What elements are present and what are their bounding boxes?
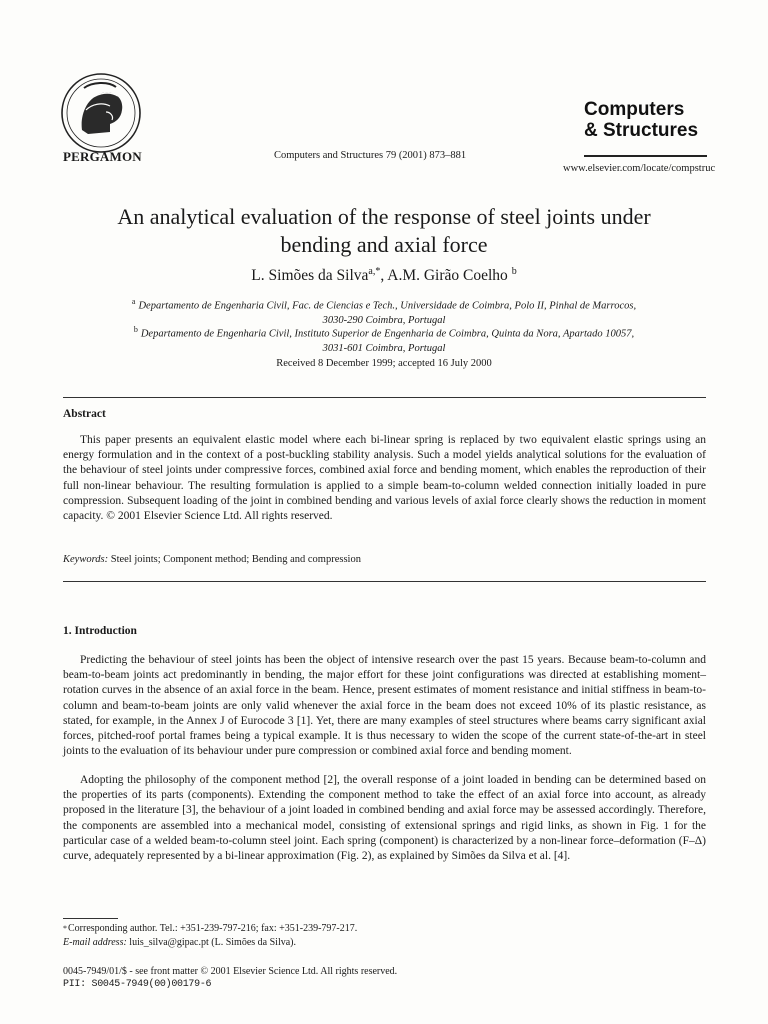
divider [63, 581, 706, 582]
affiliation-mark: b [133, 325, 138, 334]
footnote-corresponding [63, 922, 357, 935]
section-heading: 1. Introduction [63, 625, 137, 637]
affiliation-text: 3031-601 Coimbra, Portugal [322, 342, 446, 354]
author-affiliation-mark: b [511, 266, 517, 277]
journal-reference: Computers and Structures 79 (2001) 873–881 [274, 150, 467, 161]
journal-url: www.elsevier.com/locate/compstruc [563, 163, 716, 174]
journal-logo-rule [584, 155, 707, 157]
keywords-line [63, 554, 361, 565]
affiliation-text: Departamento de Engenharia Civil, Fac. de Ciencias e Tech., Universidade de Coimbra, Polo II, Pinhal de Marrocos, [138, 300, 637, 312]
body-paragraph: Adopting the philosophy of the component method [2], the overall response of a joint loaded in bending can be determined based on the properties of its parts (components). Extending the component method to take the effect of an axial force into account, as already proposed in the literature [3], the behaviour of a joint loaded in combined bending and axial force may be assessed accordingly. Therefore, the components are assembled into a mechanical model, consisting of extensional springs and rigid links, as shown in Fig. 1 for the particular case of a welded beam-to-column steel joint. Each spring (component) is characterized by a non-linear force–deformation (F–Δ) curve, adequately represented by a bi-linear approximation (Fig. 2), as explained by Simões da Silva et al. [4]. [63, 774, 706, 863]
body-paragraph: Predicting the behaviour of steel joints has been the object of intensive research over the past 15 years. Because beam-to-column and beam-to-beam joints act predominantly in bending, the major effort for these joint configurations was directed at establishing moment–rotation curves in the absence of an axial force in the beam. Hence, present estimates of moment resistance and initial stiffness in beam-to-column and beam-to-beam joints are only valid whenever the axial force in the beam does not exceed 10% of its plastic resistance, as stated, for example, in the Annex J of Eurocode 3 [1]. Yet, there are many examples of steel structures where beams carry significant axial forces, pitched-roof portal frames being a typical example. It is thus necessary to widen the scope of the current state-of-the-art in steel joints to the evaluation of its behaviour under pure compression or combined axial force and bending moment. [63, 654, 706, 758]
author-separator: , [380, 267, 388, 285]
title-line2: bending and axial force [280, 232, 488, 257]
journal-logo-line1: Computers [584, 99, 685, 120]
title-line1: An analytical evaluation of the response of steel joints under [117, 204, 651, 229]
divider [63, 397, 706, 398]
keywords-text: Steel joints; Component method; Bending and compression [110, 554, 361, 565]
received-dates: Received 8 December 1999; accepted 16 July 2000 [276, 358, 492, 369]
author-affiliation-mark: a,* [368, 266, 381, 277]
affiliation-text: Departamento de Engenharia Civil, Instituto Superior de Engenharia de Coimbra, Quinta da Nora, Apartado 10057, [140, 328, 635, 340]
affiliation-b [80, 323, 688, 356]
keywords-label: Keywords: [63, 554, 109, 565]
author-name: A.M. Girão Coelho [387, 267, 508, 285]
author-list [40, 266, 728, 285]
affiliation-mark: a [131, 297, 136, 306]
journal-logo [584, 99, 698, 141]
email-address: luis_silva@gipac.pt (L. Simões da Silva). [129, 937, 296, 948]
pii-line: PII: S0045-7949(00)00179-6 [63, 979, 212, 990]
footnote-text: Corresponding author. Tel.: +351-239-797-216; fax: +351-239-797-217. [68, 923, 358, 934]
footnote-rule [63, 918, 118, 919]
footnote-mark: * [63, 924, 67, 933]
journal-logo-line2: & Structures [584, 120, 699, 141]
issn-line: 0045-7949/01/$ - see front matter © 2001 Elsevier Science Ltd. All rights reserved. [63, 966, 398, 977]
article-title [40, 203, 728, 259]
publisher-name: PERGAMON [63, 149, 142, 164]
footnote-email [63, 936, 296, 949]
author-name: L. Simões da Silva [251, 267, 369, 285]
pergamon-logo-icon [58, 72, 144, 154]
abstract-text: This paper presents an equivalent elastic model where each bi-linear spring is replaced by two equivalent elastic springs using an energy formulation and in the context of a post-buckling stability analysis. Such a model yields analytical solutions for the evaluation of the behaviour of steel joints under compressive forces, combined axial force and bending moment, which enables the reproduction of their full non-linear behaviour. The resulting formulation is applied to a simple beam-to-column welded connection initially loaded in pure compression. Subsequent loading of the joint in combined bending and various levels of axial force clearly shows the reduction in moment capacity. © 2001 Elsevier Science Ltd. All rights reserved. [63, 434, 706, 523]
email-label: E-mail address: [63, 937, 127, 948]
affiliation-text: 3030-290 Coimbra, Portugal [322, 314, 446, 326]
abstract-heading: Abstract [63, 408, 106, 420]
